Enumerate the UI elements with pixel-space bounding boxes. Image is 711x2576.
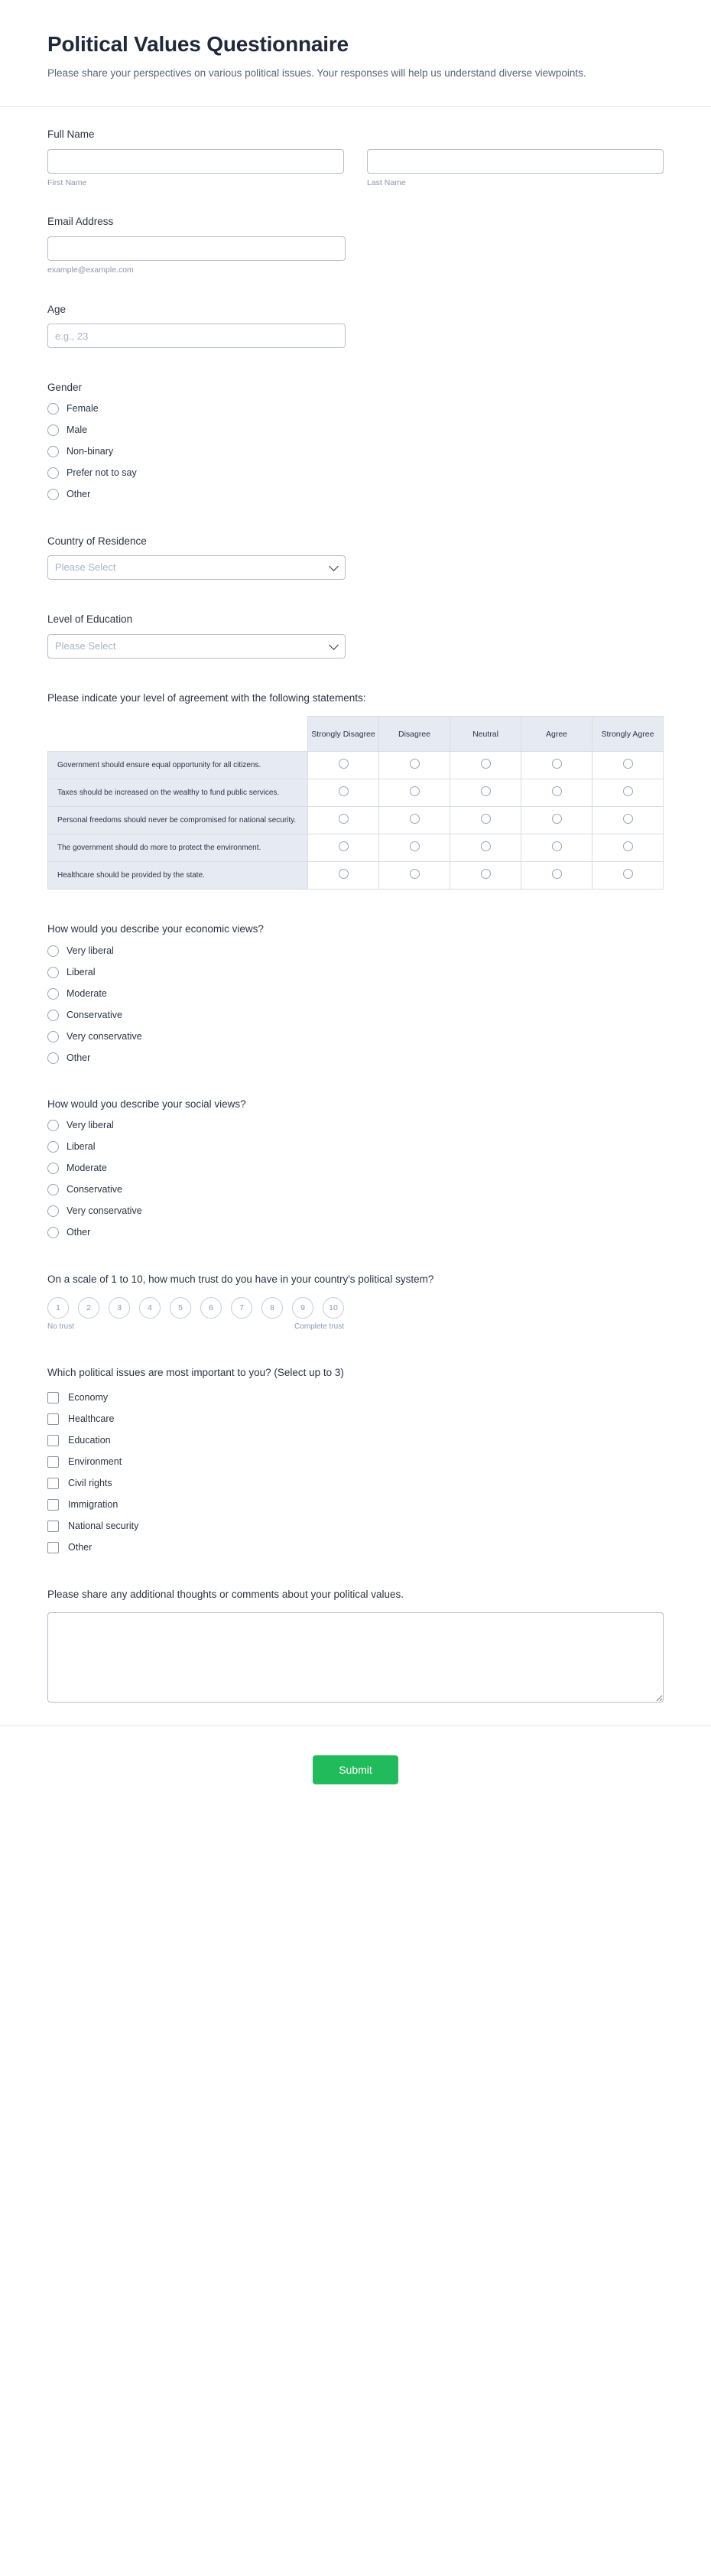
checkbox-icon[interactable] bbox=[47, 1521, 59, 1532]
radio-icon[interactable] bbox=[410, 841, 420, 851]
matrix-radio-cell[interactable] bbox=[308, 779, 379, 807]
radio-icon[interactable] bbox=[339, 869, 349, 879]
issue-option[interactable] bbox=[47, 1477, 664, 1491]
issue-option-label: Environment bbox=[68, 1456, 122, 1468]
radio-icon[interactable] bbox=[481, 814, 491, 824]
form-footer bbox=[0, 1725, 711, 1818]
radio-icon[interactable] bbox=[481, 841, 491, 851]
page-title: Political Values Questionnaire bbox=[47, 32, 349, 56]
issue-option-label: Other bbox=[68, 1542, 93, 1553]
issue-option[interactable] bbox=[47, 1391, 664, 1405]
radio-icon[interactable] bbox=[47, 1227, 59, 1238]
social-views-option[interactable] bbox=[47, 1140, 664, 1154]
issue-option[interactable] bbox=[47, 1498, 664, 1512]
economic-views-option-label: Liberal bbox=[67, 966, 96, 977]
radio-icon[interactable] bbox=[339, 814, 349, 824]
radio-icon[interactable] bbox=[552, 814, 562, 824]
issue-option-label: Immigration bbox=[68, 1499, 118, 1511]
age-input[interactable] bbox=[47, 324, 346, 348]
economic-views-label: How would you describe your economic views? bbox=[47, 923, 264, 935]
matrix-radio-cell[interactable] bbox=[450, 834, 521, 862]
economic-views-option-label: Conservative bbox=[67, 1009, 122, 1020]
matrix-head bbox=[48, 717, 664, 752]
field-gender bbox=[47, 380, 664, 502]
comments-label: Please share any additional thoughts or comments about your political values. bbox=[47, 1588, 404, 1600]
radio-icon[interactable] bbox=[47, 424, 59, 436]
radio-icon[interactable] bbox=[623, 869, 633, 879]
economic-views-option[interactable] bbox=[47, 944, 664, 958]
issue-option-label: Civil rights bbox=[68, 1478, 112, 1489]
field-trust-scale bbox=[47, 1272, 664, 1334]
first-name-sublabel: First Name bbox=[47, 177, 87, 187]
social-views-option-label: Very conservative bbox=[67, 1205, 142, 1217]
social-views-option[interactable] bbox=[47, 1162, 664, 1176]
page-subtitle: Please share your perspectives on various political issues. Your responses will help us understand diverse viewpoints. bbox=[47, 67, 586, 79]
field-agreement-matrix bbox=[47, 691, 664, 890]
gender-option[interactable] bbox=[47, 488, 664, 502]
matrix-radio-cell[interactable] bbox=[450, 807, 521, 834]
economic-views-option[interactable] bbox=[47, 1029, 664, 1043]
social-views-option[interactable] bbox=[47, 1205, 664, 1218]
checkbox-icon[interactable] bbox=[47, 1392, 59, 1403]
matrix-radio-cell[interactable] bbox=[521, 834, 592, 862]
social-views-option[interactable] bbox=[47, 1226, 664, 1240]
scale-option-6[interactable]: 6 bbox=[200, 1297, 222, 1319]
radio-icon[interactable] bbox=[339, 786, 349, 796]
matrix-row bbox=[48, 779, 664, 807]
radio-icon[interactable] bbox=[47, 1205, 59, 1217]
economic-views-option-list bbox=[47, 944, 664, 1065]
radio-icon[interactable] bbox=[481, 869, 491, 879]
scale-option-2[interactable]: 2 bbox=[78, 1297, 99, 1319]
radio-icon[interactable] bbox=[47, 489, 59, 500]
email-input[interactable] bbox=[47, 236, 346, 261]
field-education bbox=[47, 612, 664, 659]
radio-icon[interactable] bbox=[47, 1052, 59, 1064]
trust-scale-right-label: Complete trust bbox=[294, 1322, 344, 1332]
matrix-radio-cell[interactable] bbox=[308, 834, 379, 862]
matrix-radio-cell[interactable] bbox=[379, 834, 450, 862]
matrix-row bbox=[48, 862, 664, 890]
matrix-row-label: Healthcare should be provided by the state. bbox=[48, 862, 308, 890]
issues-label: Which political issues are most important to you? (Select up to 3) bbox=[47, 1367, 344, 1379]
economic-views-option[interactable] bbox=[47, 1008, 664, 1022]
radio-icon[interactable] bbox=[47, 1010, 59, 1021]
economic-views-option[interactable] bbox=[47, 1051, 664, 1065]
checkbox-icon[interactable] bbox=[47, 1542, 59, 1553]
field-comments bbox=[47, 1587, 664, 1703]
issue-option-label: Education bbox=[68, 1435, 111, 1446]
form-body bbox=[0, 107, 711, 1703]
matrix-radio-cell[interactable] bbox=[521, 862, 592, 890]
radio-icon[interactable] bbox=[410, 759, 420, 769]
radio-icon[interactable] bbox=[47, 1031, 59, 1042]
matrix-row-label: Taxes should be increased on the wealthy to fund public services. bbox=[48, 779, 308, 807]
last-name-sublabel: Last Name bbox=[367, 177, 406, 187]
matrix-row-label: The government should do more to protect the environment. bbox=[48, 834, 308, 862]
trust-scale-end-labels bbox=[47, 1322, 344, 1333]
radio-icon[interactable] bbox=[47, 1120, 59, 1131]
radio-icon[interactable] bbox=[410, 869, 420, 879]
country-label: Country of Residence bbox=[47, 535, 147, 547]
scale-option-10[interactable]: 10 bbox=[323, 1297, 344, 1319]
radio-icon[interactable] bbox=[47, 1141, 59, 1153]
field-age bbox=[47, 302, 664, 349]
social-views-option[interactable] bbox=[47, 1119, 664, 1133]
matrix-row bbox=[48, 752, 664, 779]
email-sublabel: example@example.com bbox=[47, 265, 134, 275]
gender-option[interactable] bbox=[47, 402, 664, 416]
radio-icon[interactable] bbox=[339, 841, 349, 851]
economic-views-option-label: Moderate bbox=[67, 987, 107, 999]
matrix-radio-cell[interactable] bbox=[592, 779, 664, 807]
gender-option-label: Male bbox=[67, 424, 88, 436]
economic-views-option[interactable] bbox=[47, 987, 664, 1000]
country-select[interactable]: Please Select bbox=[47, 555, 346, 580]
social-views-option-label: Liberal bbox=[67, 1141, 96, 1153]
matrix-row bbox=[48, 834, 664, 862]
age-label: Age bbox=[47, 303, 67, 315]
matrix-radio-cell[interactable] bbox=[308, 807, 379, 834]
economic-views-option[interactable] bbox=[47, 965, 664, 979]
matrix-radio-cell[interactable] bbox=[450, 752, 521, 779]
radio-icon[interactable] bbox=[410, 814, 420, 824]
education-label: Level of Education bbox=[47, 613, 133, 626]
matrix-row-label: Government should ensure equal opportunity for all citizens. bbox=[48, 752, 308, 779]
matrix-column-header: Strongly Disagree bbox=[308, 717, 379, 752]
issue-option-label: National security bbox=[68, 1521, 139, 1532]
scale-option-1[interactable]: 1 bbox=[47, 1297, 69, 1319]
radio-icon[interactable] bbox=[481, 759, 491, 769]
scale-option-7[interactable]: 7 bbox=[231, 1297, 252, 1319]
scale-option-9[interactable]: 9 bbox=[292, 1297, 313, 1319]
issue-option[interactable] bbox=[47, 1413, 664, 1426]
matrix-radio-cell[interactable] bbox=[308, 862, 379, 890]
radio-icon[interactable] bbox=[47, 446, 59, 457]
radio-icon[interactable] bbox=[47, 403, 59, 415]
matrix-row bbox=[48, 807, 664, 834]
radio-icon[interactable] bbox=[552, 786, 562, 796]
full-name-row bbox=[47, 149, 664, 189]
radio-icon[interactable] bbox=[47, 467, 59, 479]
matrix-column-header: Strongly Agree bbox=[592, 717, 664, 752]
social-views-option-label: Moderate bbox=[67, 1163, 107, 1174]
matrix-radio-cell[interactable] bbox=[450, 862, 521, 890]
radio-icon[interactable] bbox=[623, 841, 633, 851]
radio-icon[interactable] bbox=[47, 967, 59, 978]
email-label: Email Address bbox=[47, 216, 114, 228]
first-name-input[interactable] bbox=[47, 149, 344, 174]
trust-scale-row bbox=[47, 1297, 664, 1319]
scale-option-8[interactable]: 8 bbox=[261, 1297, 283, 1319]
issue-option[interactable] bbox=[47, 1520, 664, 1534]
gender-option[interactable] bbox=[47, 424, 664, 437]
economic-views-option-label: Very conservative bbox=[67, 1030, 142, 1042]
education-select[interactable]: Please Select bbox=[47, 634, 346, 659]
field-country bbox=[47, 534, 664, 581]
issue-option[interactable] bbox=[47, 1541, 664, 1555]
gender-option-label: Prefer not to say bbox=[67, 467, 137, 479]
matrix-radio-cell[interactable] bbox=[592, 834, 664, 862]
checkbox-icon[interactable] bbox=[47, 1413, 59, 1425]
matrix-label: Please indicate your level of agreement with the following statements: bbox=[47, 691, 366, 704]
matrix-header-row bbox=[48, 717, 664, 752]
field-economic-views bbox=[47, 922, 664, 1065]
trust-scale-left-label: No trust bbox=[47, 1322, 75, 1332]
radio-icon[interactable] bbox=[552, 869, 562, 879]
scale-option-5[interactable]: 5 bbox=[170, 1297, 191, 1319]
country-select-wrap[interactable] bbox=[47, 555, 346, 580]
matrix-radio-cell[interactable] bbox=[308, 752, 379, 779]
gender-option-label: Female bbox=[67, 403, 99, 415]
gender-option-label: Non-binary bbox=[67, 446, 114, 457]
social-views-option-label: Conservative bbox=[67, 1184, 122, 1195]
social-views-label: How would you describe your social views? bbox=[47, 1098, 246, 1111]
age-col bbox=[47, 324, 346, 348]
social-views-option-label: Other bbox=[67, 1227, 91, 1238]
matrix-radio-cell[interactable] bbox=[379, 862, 450, 890]
matrix-radio-cell[interactable] bbox=[521, 779, 592, 807]
scale-option-4[interactable]: 4 bbox=[139, 1297, 161, 1319]
agreement-matrix-table bbox=[47, 716, 664, 890]
radio-icon[interactable] bbox=[623, 759, 633, 769]
issue-option-label: Healthcare bbox=[68, 1413, 115, 1425]
matrix-radio-cell[interactable] bbox=[521, 807, 592, 834]
social-views-option-list bbox=[47, 1119, 664, 1240]
radio-icon[interactable] bbox=[47, 1163, 59, 1174]
radio-icon[interactable] bbox=[552, 841, 562, 851]
social-views-option-label: Very liberal bbox=[67, 1120, 114, 1131]
issue-option[interactable] bbox=[47, 1456, 664, 1469]
gender-label: Gender bbox=[47, 382, 83, 394]
matrix-column-header: Disagree bbox=[379, 717, 450, 752]
economic-views-option-label: Other bbox=[67, 1052, 91, 1063]
gender-option[interactable] bbox=[47, 445, 664, 459]
matrix-radio-cell[interactable] bbox=[592, 862, 664, 890]
gender-option-list bbox=[47, 402, 664, 502]
field-full-name bbox=[47, 127, 664, 188]
matrix-radio-cell[interactable] bbox=[592, 752, 664, 779]
matrix-corner-cell bbox=[48, 717, 308, 752]
radio-icon[interactable] bbox=[623, 814, 633, 824]
matrix-radio-cell[interactable] bbox=[592, 807, 664, 834]
checkbox-icon[interactable] bbox=[47, 1499, 59, 1511]
issues-option-list bbox=[47, 1391, 664, 1555]
matrix-radio-cell[interactable] bbox=[379, 752, 450, 779]
radio-icon[interactable] bbox=[47, 988, 59, 1000]
education-select-wrap[interactable] bbox=[47, 634, 346, 659]
radio-icon[interactable] bbox=[47, 1184, 59, 1195]
last-name-col bbox=[367, 149, 664, 189]
field-political-issues bbox=[47, 1365, 664, 1555]
full-name-label: Full Name bbox=[47, 128, 95, 141]
radio-icon[interactable] bbox=[623, 786, 633, 796]
matrix-column-header: Agree bbox=[521, 717, 592, 752]
first-name-col bbox=[47, 149, 344, 189]
email-col bbox=[47, 236, 346, 276]
field-email bbox=[47, 214, 664, 275]
matrix-row-label: Personal freedoms should never be compromised for national security. bbox=[48, 807, 308, 834]
radio-icon[interactable] bbox=[47, 945, 59, 957]
scale-option-3[interactable]: 3 bbox=[109, 1297, 130, 1319]
form-header bbox=[0, 0, 711, 107]
matrix-radio-cell[interactable] bbox=[450, 779, 521, 807]
field-social-views bbox=[47, 1097, 664, 1240]
gender-option-label: Other bbox=[67, 489, 91, 500]
matrix-column-header: Neutral bbox=[450, 717, 521, 752]
radio-icon[interactable] bbox=[552, 759, 562, 769]
last-name-input[interactable] bbox=[367, 149, 664, 174]
matrix-scroll bbox=[47, 716, 664, 890]
issue-option[interactable] bbox=[47, 1434, 664, 1448]
matrix-radio-cell[interactable] bbox=[521, 752, 592, 779]
submit-button[interactable]: Submit bbox=[313, 1755, 398, 1784]
matrix-radio-cell[interactable] bbox=[379, 779, 450, 807]
radio-icon[interactable] bbox=[339, 759, 349, 769]
matrix-radio-cell[interactable] bbox=[379, 807, 450, 834]
comments-textarea[interactable] bbox=[47, 1612, 664, 1703]
trust-scale-label: On a scale of 1 to 10, how much trust do you have in your country's political system? bbox=[47, 1273, 434, 1285]
issue-option-label: Economy bbox=[68, 1392, 109, 1403]
matrix-body bbox=[48, 752, 664, 890]
social-views-option[interactable] bbox=[47, 1183, 664, 1197]
radio-icon[interactable] bbox=[481, 786, 491, 796]
gender-option[interactable] bbox=[47, 467, 664, 480]
economic-views-option-label: Very liberal bbox=[67, 945, 114, 956]
checkbox-icon[interactable] bbox=[47, 1435, 59, 1446]
checkbox-icon[interactable] bbox=[47, 1456, 59, 1468]
checkbox-icon[interactable] bbox=[47, 1478, 59, 1489]
radio-icon[interactable] bbox=[410, 786, 420, 796]
